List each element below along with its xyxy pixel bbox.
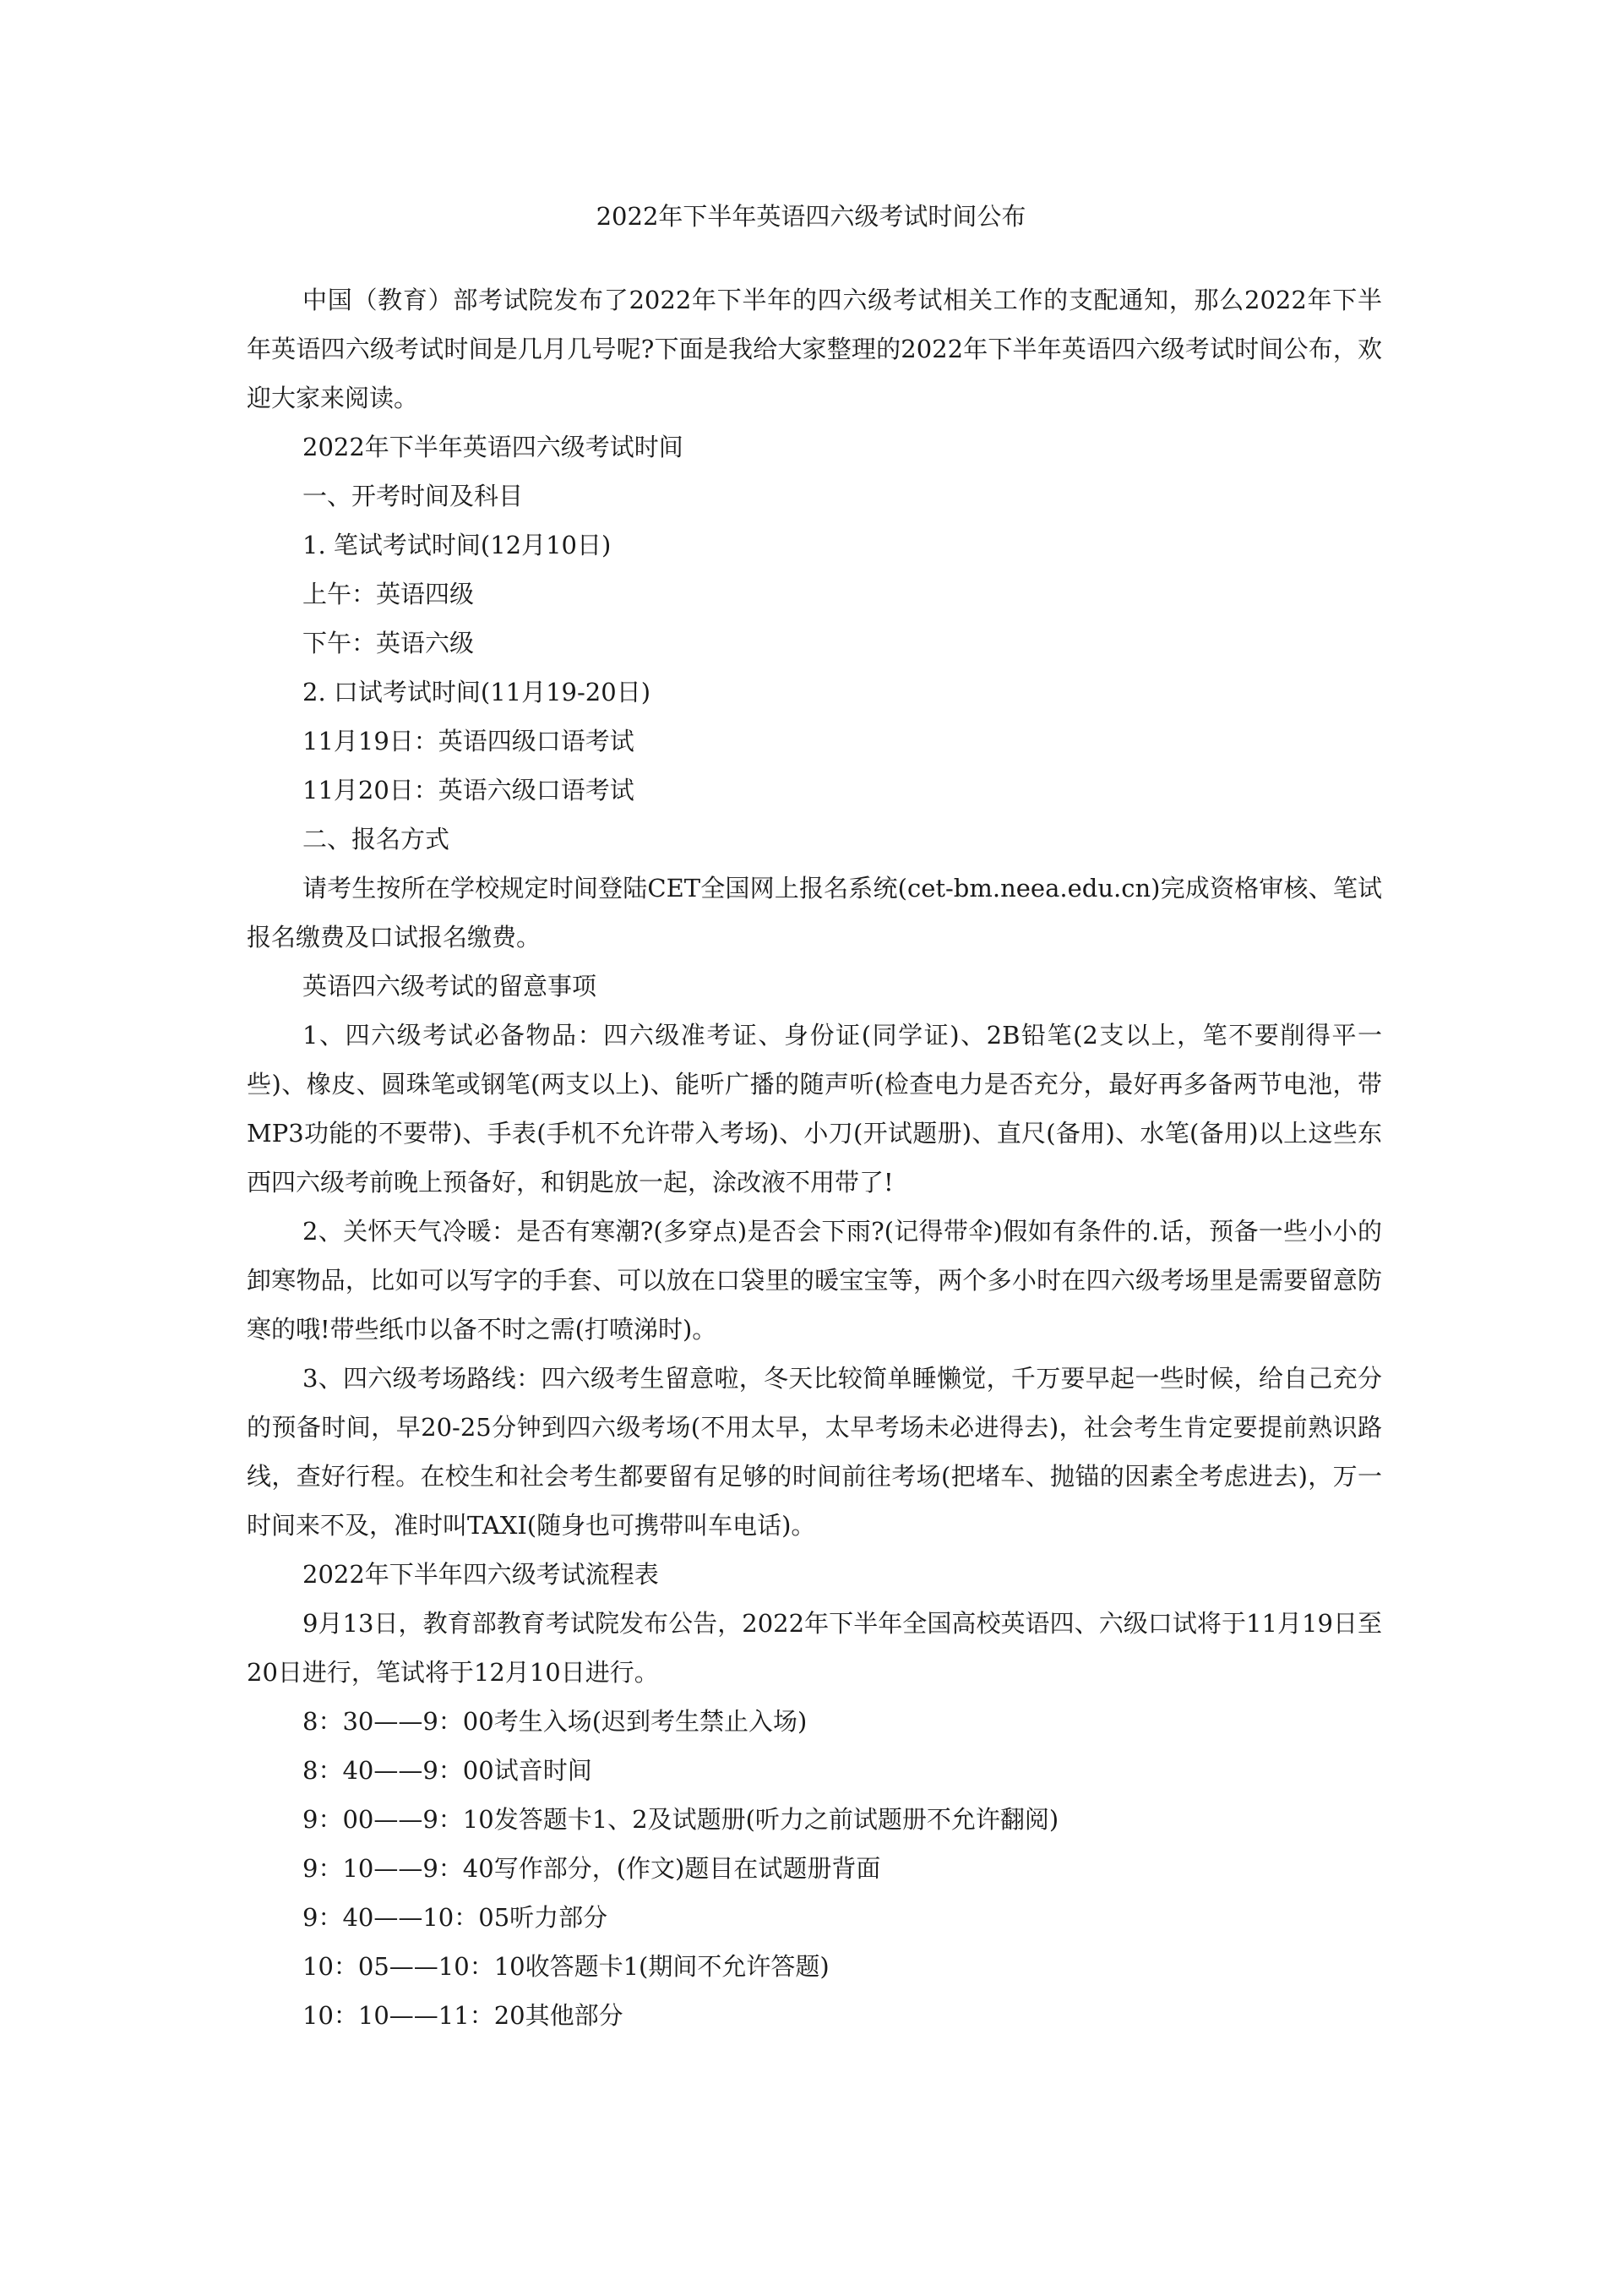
section-heading-schedule-subjects: 一、开考时间及科目 bbox=[302, 482, 524, 510]
paragraph-registration: 请考生按所在学校规定时间登陆CET全国网上报名系统(cet-bm.neea.edu.cn)完成资格审核、笔试报名缴费及口试报名缴费。 bbox=[247, 874, 1382, 952]
oral-exam-time: 2. 口试考试时间(11月19-20日) bbox=[302, 678, 651, 706]
oral-exam-day-2: 11月20日：英语六级口语考试 bbox=[302, 776, 634, 804]
paragraph-intro: 中国（教育）部考试院发布了2022年下半年的四六级考试相关工作的支配通知，那么2022年下半年英语四六级考试时间是几月几号呢?下面是我给大家整理的2022年下半年英语四六级考试时间公布，欢迎大家来阅读。 bbox=[247, 286, 1382, 412]
paragraph-announcement: 9月13日，教育部教育考试院发布公告，2022年下半年全国高校英语四、六级口试将于11月19日至20日进行，笔试将于12月10日进行。 bbox=[247, 1609, 1382, 1687]
afternoon-subject: 下午：英语六级 bbox=[302, 629, 475, 657]
schedule-item: 9：00——9：10发答题卡1、2及试题册(听力之前试题册不允许翻阅) bbox=[302, 1805, 1059, 1834]
paragraph-note-route: 3、四六级考场路线：四六级考生留意啦，冬天比较简单睡懒觉，千万要早起一些时候，给自己充分的预备时间，早20-25分钟到四六级考场(不用太早，太早考场未必进得去)，社会考生肯定要提前熟识路线，查好行程。在校生和社会考生都要留有足够的时间前往考场(把堵车、抛锚的因素全考虑进去)，万一时间来不及，准时叫TAXI(随身也可携带叫车电话)。 bbox=[247, 1364, 1382, 1540]
schedule-item: 10：10——11：20其他部分 bbox=[302, 2001, 623, 2030]
schedule-item: 8：30——9：00考生入场(迟到考生禁止入场) bbox=[302, 1707, 808, 1736]
paragraph-note-weather: 2、关怀天气冷暖：是否有寒潮?(多穿点)是否会下雨?(记得带伞)假如有条件的.话，预备一些小小的卸寒物品，比如可以写字的手套、可以放在口袋里的暖宝宝等，两个多小时在四六级考场里是需要留意防寒的哦!带些纸巾以备不时之需(打喷涕时)。 bbox=[247, 1217, 1382, 1344]
schedule-item: 9：40——10：05听力部分 bbox=[302, 1903, 608, 1932]
document-body bbox=[247, 275, 1382, 2040]
oral-exam-day-1: 11月19日：英语四级口语考试 bbox=[302, 727, 634, 755]
paragraph-note-items: 1、四六级考试必备物品：四六级准考证、身份证(同学证)、2B铅笔(2支以上，笔不要削得平一些)、橡皮、圆珠笔或钢笔(两支以上)、能听广播的随声听(检查电力是否充分，最好再多备两节电池，带MP3功能的不要带)、手表(手机不允许带入考场)、小刀(开试题册)、直尺(备用)、水笔(备用)以上这些东西四六级考前晚上预备好，和钥匙放一起，涂改液不用带了! bbox=[247, 1021, 1382, 1197]
section-heading-notes: 英语四六级考试的留意事项 bbox=[302, 972, 597, 1001]
document-title: 2022年下半年英语四六级考试时间公布 bbox=[596, 202, 1026, 231]
schedule-item: 10：05——10：10收答题卡1(期间不允许答题) bbox=[302, 1952, 830, 1981]
section-heading-flow: 2022年下半年四六级考试流程表 bbox=[302, 1560, 659, 1589]
written-exam-time: 1. 笔试考试时间(12月10日) bbox=[302, 531, 612, 559]
morning-subject: 上午：英语四级 bbox=[302, 580, 475, 608]
section-heading-registration: 二、报名方式 bbox=[302, 825, 450, 854]
schedule-item: 9：10——9：40写作部分，(作文)题目在试题册背面 bbox=[302, 1854, 881, 1883]
section-heading-exam-time: 2022年下半年英语四六级考试时间 bbox=[302, 433, 683, 461]
schedule-item: 8：40——9：00试音时间 bbox=[302, 1756, 592, 1785]
